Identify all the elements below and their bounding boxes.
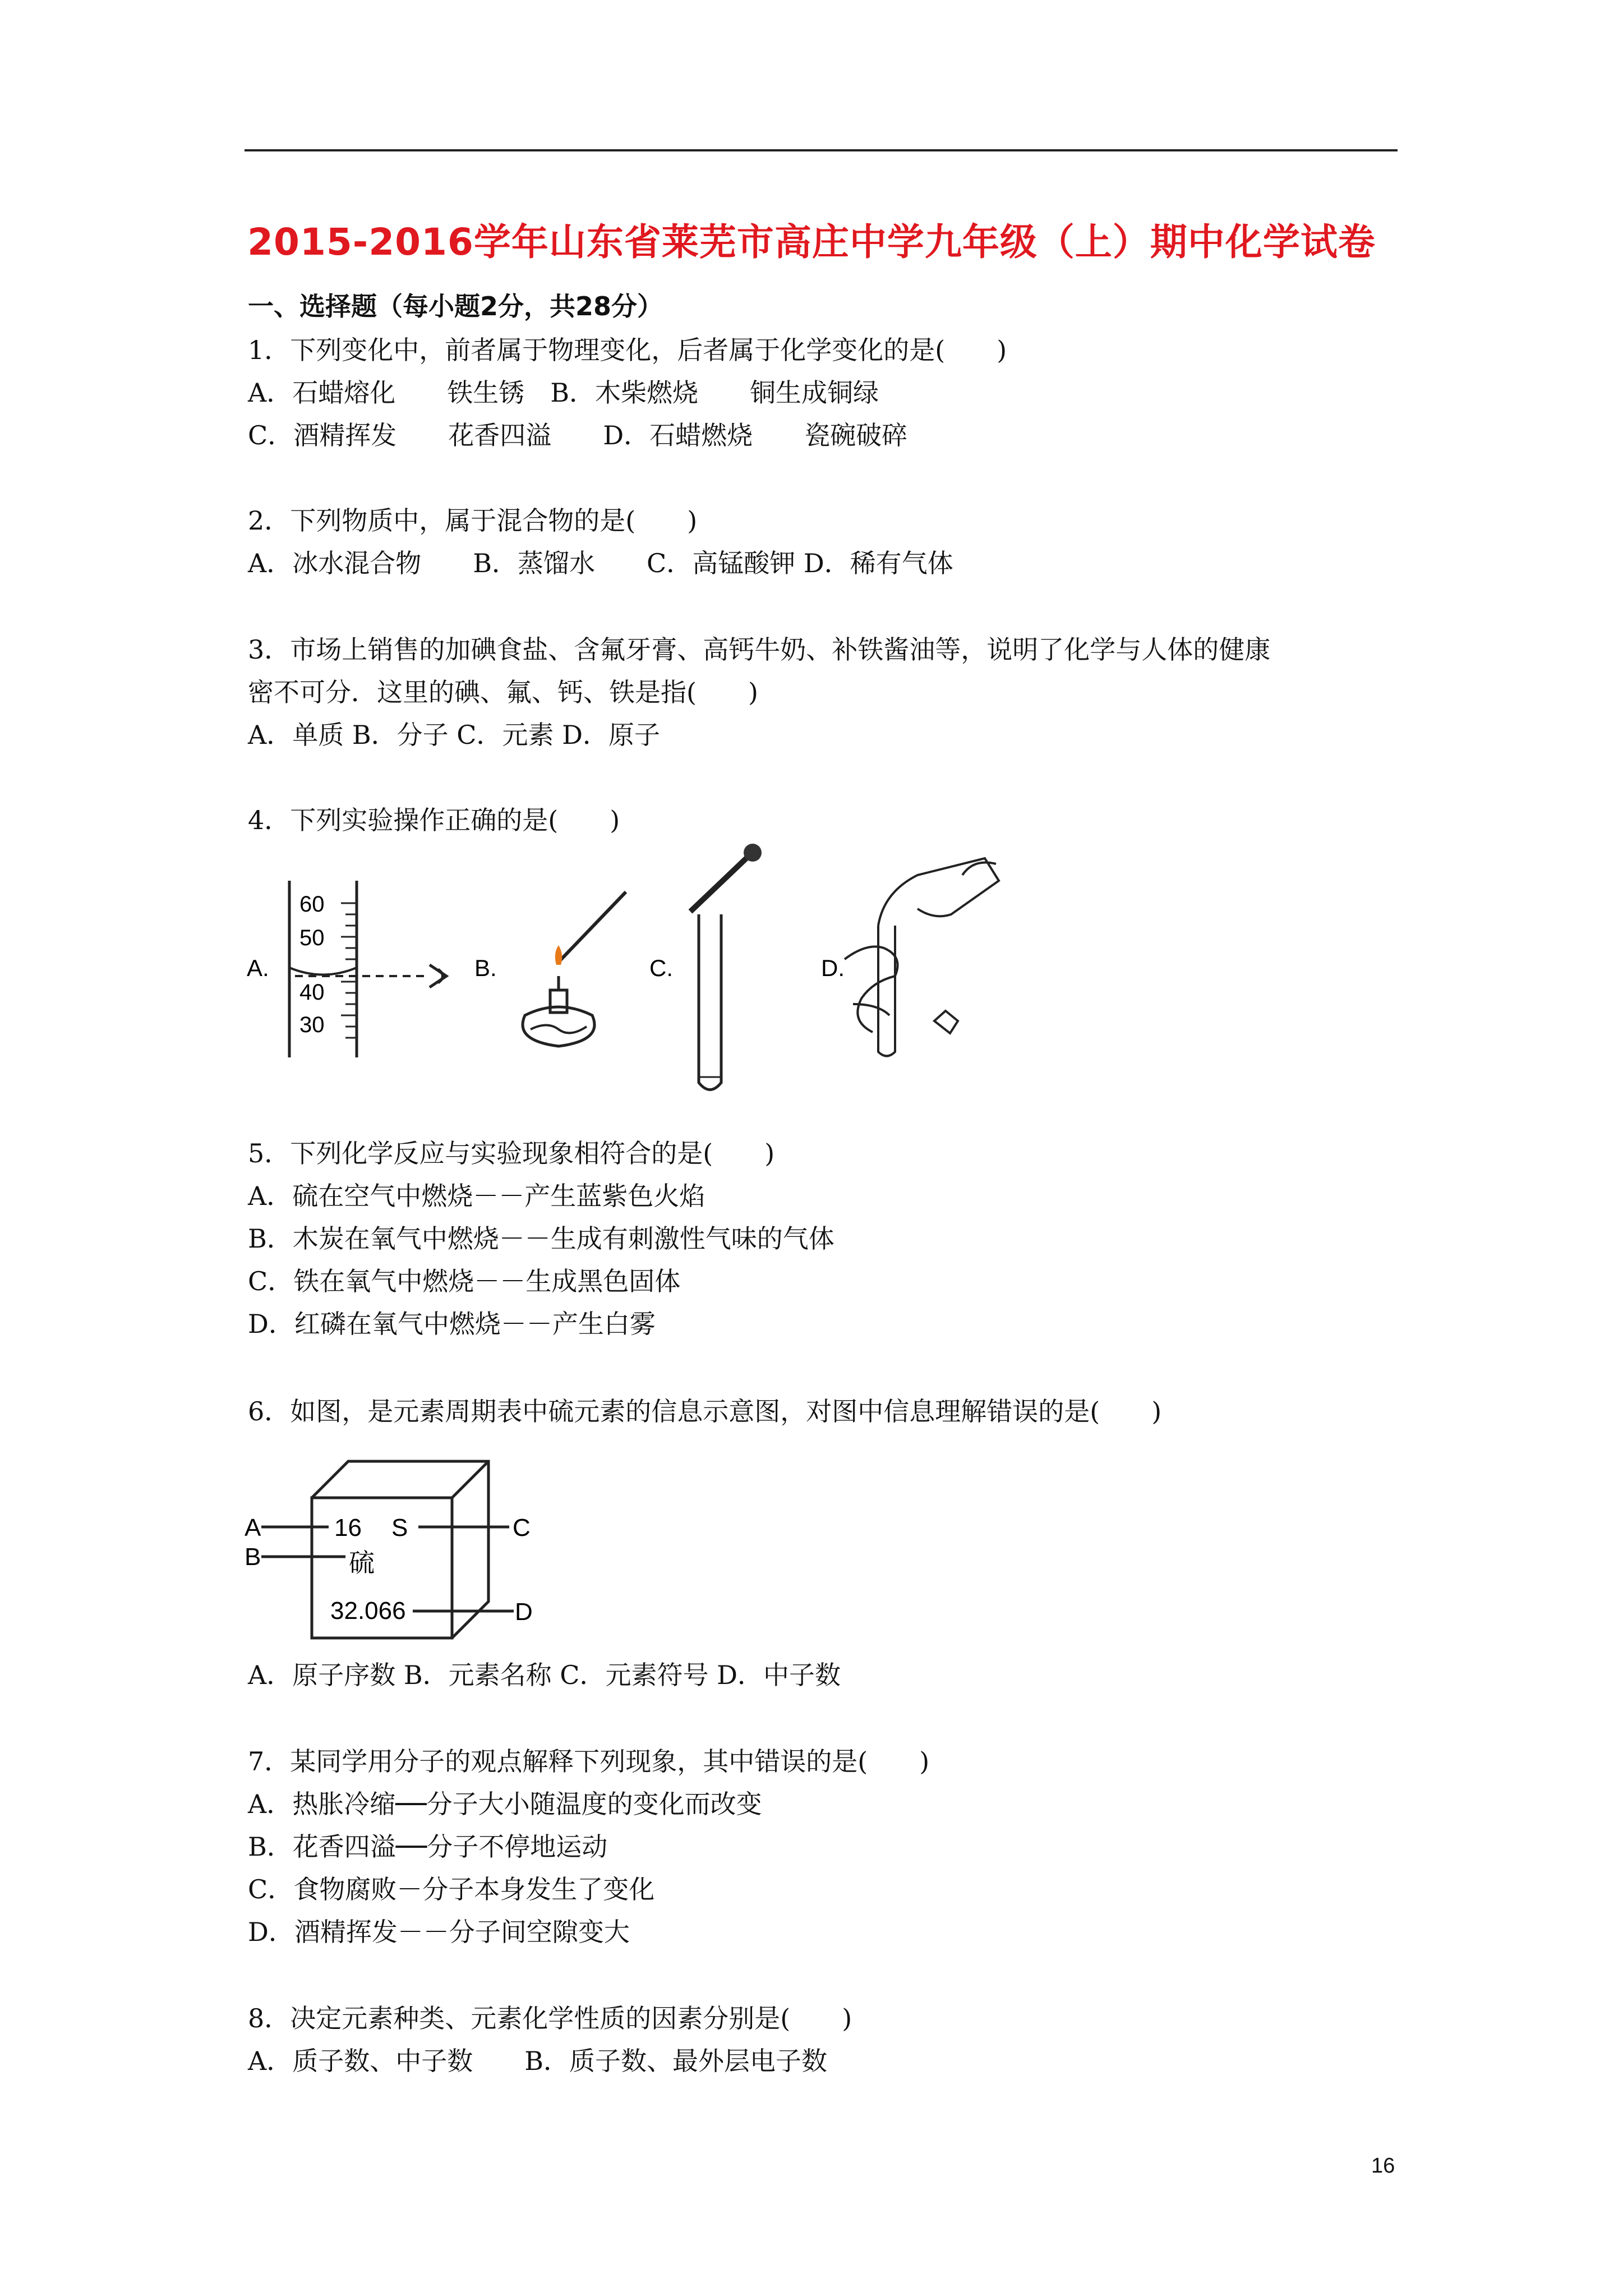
pointer-label-b: B [245,1543,261,1571]
question-1-stem: 1．下列变化中，前者属于物理变化，后者属于化学变化的是( ) [248,335,1007,365]
eye-icon [430,965,446,987]
question-1-option-line-1: A．石蜡熔化 铁生锈 B．木柴燃烧 铜生成铜绿 [248,378,879,408]
page-title: 2015-2016学年山东省莱芜市高庄中学九年级（上）期中化学试卷 [247,220,1376,264]
question-7-option-b: B．花香四溢──分子不停地运动 [248,1832,608,1862]
pointer-label-d: D [515,1598,533,1626]
question-7-option-a: A．热胀冷缩──分子大小随温度的变化而改变 [248,1789,762,1819]
figure-label-a: A. [247,955,269,981]
question-5-option-d: D．红磷在氧气中燃烧－－产生白雾 [248,1309,656,1339]
question-5-option-a: A．硫在空气中燃烧－－产生蓝紫色火焰 [248,1181,706,1211]
question-2-stem: 2．下列物质中，属于混合物的是( ) [248,505,698,536]
cylinder-tick-40: 40 [299,980,325,1005]
question-4-stem: 4．下列实验操作正确的是( ) [248,805,620,835]
question-8-stem: 8．决定元素种类、元素化学性质的因素分别是( ) [248,2003,852,2033]
question-5-option-b: B．木炭在氧气中燃烧－－生成有刺激性气味的气体 [248,1223,834,1254]
question-5-stem: 5．下列化学反应与实验现象相符合的是( ) [248,1138,775,1168]
question-6-options: A．原子序数 B．元素名称 C．元素符号 D．中子数 [248,1660,841,1690]
question-7-option-d: D．酒精挥发－－分子间空隙变大 [248,1917,630,1947]
question-3-stem-line-2: 密不可分．这里的碘、氟、钙、铁是指( ) [248,677,758,707]
question-6-stem: 6．如图，是元素周期表中硫元素的信息示意图，对图中信息理解错误的是( ) [248,1396,1162,1427]
test-tube-dropper [690,855,749,1090]
page-number: 16 [1371,2154,1395,2178]
element-name: 硫 [349,1548,375,1578]
pouring-liquid-figure [845,858,999,1056]
question-4-figure [245,836,1030,1099]
figure-label-c: C. [649,955,673,981]
question-3-stem-line-1: 3．市场上销售的加碘食盐、含氟牙膏、高钙牛奶、补铁酱油等，说明了化学与人体的健康 [248,634,1271,665]
question-8-options: A．质子数、中子数 B．质子数、最外层电子数 [248,2046,828,2076]
question-2-options: A．冰水混合物 B．蒸馏水 C．高锰酸钾 D．稀有气体 [248,548,953,578]
element-symbol: S [391,1514,408,1542]
question-7-stem: 7．某同学用分子的观点解释下列现象，其中错误的是( ) [248,1746,930,1777]
question-5-option-c: C．铁在氧气中燃烧－－生成黑色固体 [248,1266,681,1296]
alcohol-lamp [523,892,626,1046]
section-heading: 一、选择题（每小题2分，共28分） [248,291,663,321]
header-rule [245,149,1398,151]
atomic-mass: 32.066 [330,1597,406,1625]
pointer-label-a: A [245,1514,261,1542]
cylinder-tick-50: 50 [299,926,325,950]
question-3-options: A．单质 B．分子 C．元素 D．原子 [248,720,660,750]
cylinder-tick-60: 60 [299,892,325,917]
dropper-bulb [744,844,762,862]
question-7-option-c: C．食物腐败－分子本身发生了变化 [248,1874,655,1904]
figure-label-d: D. [821,955,845,981]
atomic-number: 16 [334,1514,362,1542]
sulfur-element-card [245,1447,559,1644]
question-1-option-line-2: C．酒精挥发 花香四溢 D．石蜡燃烧 瓷碗破碎 [248,420,908,450]
figure-label-b: B. [474,955,497,981]
flame-icon [555,945,562,965]
pointer-label-c: C [513,1514,531,1542]
cylinder-tick-30: 30 [299,1013,325,1037]
